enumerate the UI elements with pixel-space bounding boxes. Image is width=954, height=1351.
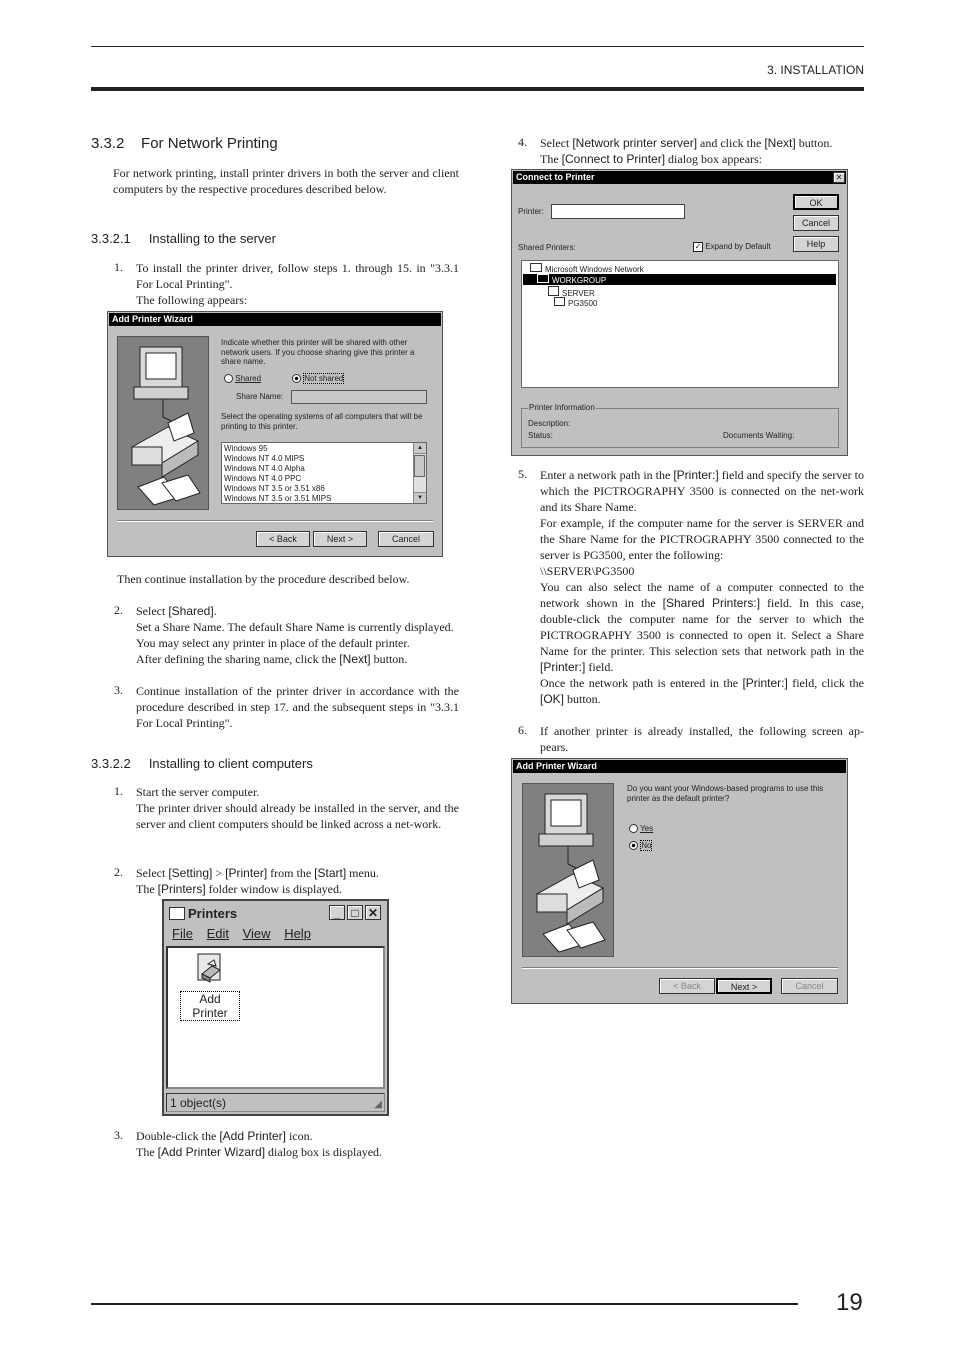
client-step-2-text: Select [Setting] > [Printer] from the [Start] menu. The [Printers] folder window is displayed. [136, 866, 379, 896]
header-bottom-rule [91, 87, 864, 91]
radio-selected-icon [629, 841, 638, 850]
next-button[interactable]: Next > [716, 978, 772, 994]
printer-path-input[interactable] [551, 204, 685, 219]
connect-to-printer-dialog [511, 169, 848, 456]
checkbox-checked-icon: ✓ [694, 242, 702, 251]
scroll-thumb[interactable] [414, 455, 425, 477]
os-list-item[interactable]: Windows NT 3.5 or 3.51 x86 [224, 484, 325, 493]
menu-view[interactable]: View [242, 926, 271, 941]
window-titlebar [164, 901, 387, 925]
page-number: 19 [836, 1289, 863, 1316]
description-label: Description: [528, 419, 571, 428]
step-5-text: Enter a network path in the [Printer:] field and specify the server to which the PICTROGRAPHY 3500 is connected on the net-work and its Share Name. For example, if the computer name for the server is SERVER and the Share Name for the PICTROGRAPHY 3500 connected to the server is PG3500, enter the following: \\SERVER\PG3500 You can also select the name of a computer connected to the network shown in the [Shared Printers:] field. In this case, double-click the computer name for the server to which the PICTROGRAPHY 3500 is connected to open it. Select a Share Name for the printer. This selection sets that network path in the [Printer:] field. Once the network path is entered in the [Printer:] field, click the [OK] button. [540, 468, 864, 706]
status-bar [166, 1093, 385, 1112]
window-title: Printers [188, 906, 238, 921]
radio-icon [224, 374, 233, 383]
add-printer-wizard-dialog [107, 311, 443, 557]
os-list-item[interactable]: Windows NT 4.0 PPC [224, 474, 302, 483]
step-number: 6. [518, 723, 527, 737]
shared-radio[interactable]: Shared [224, 374, 261, 384]
printers-folder-icon [169, 907, 185, 920]
heading-3-3-2-2: 3.3.2.2 Installing to client computers [91, 756, 313, 771]
menu-edit[interactable]: Edit [206, 926, 229, 941]
add-printer-label: Add Printer [180, 991, 240, 1021]
close-icon[interactable]: ✕ [365, 905, 381, 920]
status-text: 1 object(s) [170, 1096, 227, 1110]
yes-radio[interactable]: Yes [629, 824, 653, 834]
dialog-title: Connect to Printer [513, 171, 846, 184]
step-number: 5. [518, 467, 527, 481]
status-label: Status: [528, 431, 553, 440]
expand-by-default-checkbox[interactable]: ✓ Expand by Default [694, 242, 771, 252]
client-step-3-text: Double-click the [Add Printer] icon. The [Add Printer Wizard] dialog box is displayed. [136, 1129, 383, 1159]
shared-printers-label: Shared Printers: [518, 243, 576, 252]
step-number: 4. [518, 135, 527, 149]
back-button[interactable]: < Back [256, 531, 310, 547]
share-name-field[interactable] [291, 390, 427, 404]
then-continue-text: Then continue installation by the procedure described below. [117, 572, 410, 586]
scroll-up-arrow-icon[interactable]: ▲ [414, 443, 426, 454]
wizard-illustration [522, 783, 614, 957]
group-label: Printer Information [529, 403, 595, 412]
cancel-button[interactable]: Cancel [793, 215, 839, 231]
separator [117, 520, 433, 522]
printer-icon [554, 297, 565, 306]
menu-file[interactable]: File [172, 926, 193, 941]
dialog-title: Add Printer Wizard [513, 760, 846, 773]
ok-button[interactable]: OK [793, 194, 839, 210]
add-printer-icon [194, 952, 226, 986]
section-label: 3. INSTALLATION [767, 63, 864, 77]
step-number: 3. [114, 1128, 123, 1142]
os-prompt: Select the operating systems of all computers that will be printing to this printer. [221, 412, 423, 431]
help-button[interactable]: Help [793, 236, 839, 252]
step-6-text: If another printer is already installed, the following screen ap-pears. [540, 724, 864, 754]
workgroup-icon [537, 274, 549, 283]
cancel-button[interactable]: Cancel [378, 531, 434, 547]
os-list-item[interactable]: Windows NT 3.5 or 3.51 MIPS [224, 494, 332, 503]
back-button[interactable]: < Back [659, 978, 715, 994]
step-number: 2. [114, 603, 123, 617]
add-printer-item[interactable] [180, 952, 240, 1022]
sharing-prompt: Indicate whether this printer will be shared with other network users. If you choose sharing give this printer a share name. [221, 338, 415, 366]
footer-rule [91, 1303, 798, 1305]
step-4-text: Select [Network printer server] and click the [Next] button. The [Connect to Printer] dialog box appears: [540, 136, 833, 166]
wizard-illustration [117, 336, 209, 510]
minimize-icon[interactable]: _ [329, 905, 345, 920]
step-number: 1. [114, 260, 123, 274]
printers-window [162, 899, 389, 1116]
step-3-text: Continue installation of the printer driver in accordance with the procedure described in step 17. and the subsequent steps in "3.3.1 For Local Printing". [136, 684, 459, 730]
header-top-rule [91, 46, 864, 47]
menu-bar [172, 926, 311, 941]
close-icon[interactable]: ✕ [833, 172, 845, 183]
step-number: 1. [114, 784, 123, 798]
next-button[interactable]: Next > [313, 531, 367, 547]
tree-item-server[interactable]: SERVER [548, 286, 595, 299]
radio-selected-icon [292, 374, 301, 383]
not-shared-radio[interactable]: Not shared [292, 374, 344, 384]
dialog-title: Add Printer Wizard [109, 313, 441, 326]
radio-icon [629, 824, 638, 833]
resize-grip-icon[interactable]: ◢ [374, 1099, 382, 1110]
tree-item-network[interactable]: Microsoft Windows Network [530, 263, 644, 275]
step-2-text: Select [Shared]. Set a Share Name. The default Share Name is currently displayed. You may select any printer in place of the default printer. After defining the sharing name, click the [Next] button. [136, 604, 454, 666]
step-number: 3. [114, 683, 123, 697]
menu-help[interactable]: Help [284, 926, 311, 941]
separator [522, 967, 838, 969]
tree-item-workgroup[interactable]: WORKGROUP [523, 274, 836, 285]
default-printer-prompt: Do you want your Windows-based programs to use this printer as the default printer? [627, 784, 824, 803]
printer-label: Printer: [518, 207, 544, 216]
scroll-down-arrow-icon[interactable]: ▼ [414, 492, 426, 503]
computer-icon [548, 286, 559, 296]
share-name-label: Share Name: [236, 392, 284, 401]
client-step-1-text: Start the server computer. The printer driver should already be installed in the server, and the server and client computers should be linked across a net-work. [136, 785, 459, 831]
intro-paragraph: For network printing, install printer drivers in both the server and client computers by the respective procedures described below. [113, 166, 459, 196]
step-1-follow: The following appears: [136, 293, 248, 307]
os-list-item[interactable]: Windows NT 4.0 MIPS [224, 454, 305, 463]
documents-waiting-label: Documents Waiting: [723, 431, 795, 440]
heading-3-3-2-1: 3.3.2.1 Installing to the server [91, 231, 276, 246]
os-list-item[interactable]: Windows 95 [224, 444, 268, 453]
cancel-button[interactable]: Cancel [781, 978, 838, 994]
os-list-item[interactable]: Windows NT 4.0 Alpha [224, 464, 305, 473]
printer-information-group [521, 403, 839, 448]
no-radio[interactable]: No [629, 841, 652, 851]
maximize-icon[interactable]: □ [347, 905, 363, 920]
add-printer-wizard-default-dialog [511, 758, 848, 1004]
heading-3-3-2: 3.3.2 For Network Printing [91, 135, 278, 152]
folder-content [166, 946, 385, 1089]
scrollbar[interactable] [413, 443, 426, 503]
step-number: 2. [114, 865, 123, 879]
tree-item-printer[interactable]: PG3500 [554, 297, 597, 309]
network-icon [530, 263, 542, 272]
os-listbox[interactable] [221, 442, 427, 504]
step-1-text: To install the printer driver, follow steps 1. through 15. in "3.3.1 For Local Printing". [136, 261, 459, 291]
shared-printers-tree[interactable] [521, 260, 839, 388]
